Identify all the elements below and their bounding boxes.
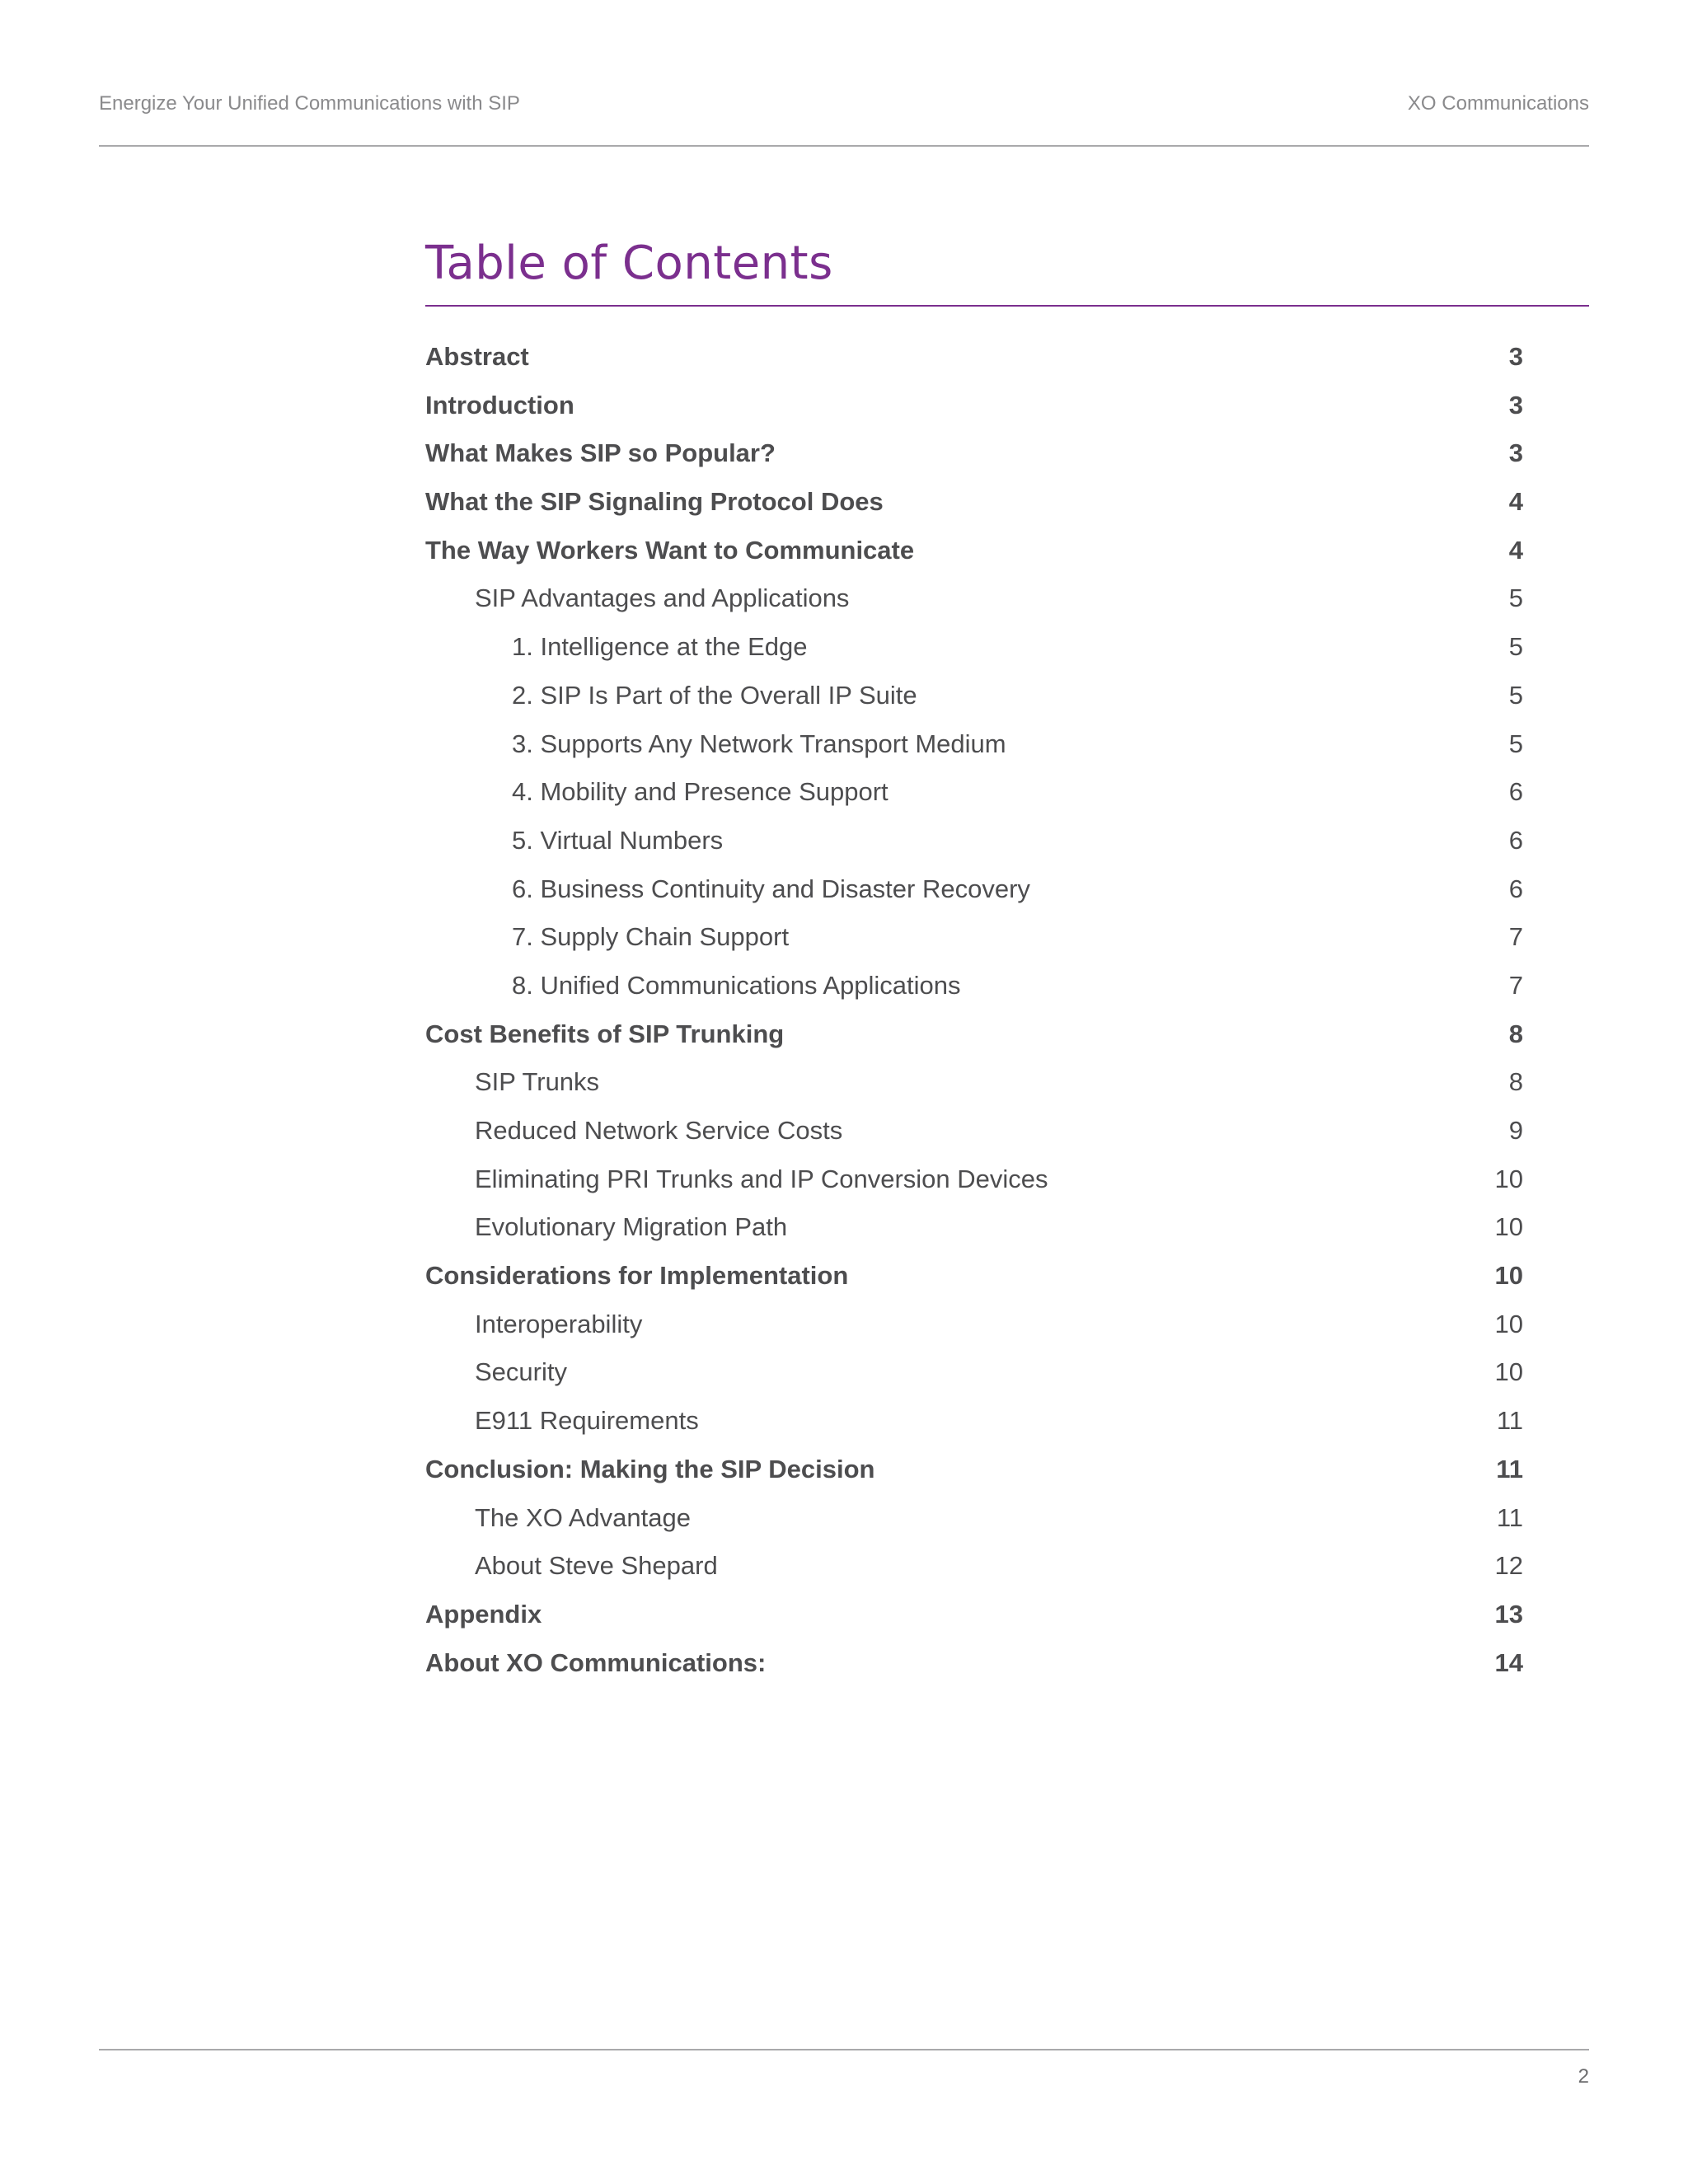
toc-entry-page-number: 4 (1508, 535, 1523, 565)
toc-entry-label: Considerations for Implementation (425, 1261, 849, 1291)
toc-entry-label: Interoperability (475, 1309, 643, 1338)
toc-entry-page-number: 11 (1496, 1454, 1523, 1483)
toc-entry-label: The Way Workers Want to Communicate (425, 535, 915, 565)
toc-entry-page-number: 10 (1494, 1261, 1523, 1291)
toc-entry-page-number: 7 (1508, 970, 1523, 1000)
toc-entry-page-number: 9 (1508, 1116, 1523, 1145)
toc-entry-page-number: 12 (1494, 1551, 1523, 1581)
toc-entry[interactable] (425, 768, 1523, 817)
toc-entry[interactable] (425, 1058, 1523, 1107)
toc-entry[interactable] (425, 574, 1523, 623)
toc-entry-label: 1. Intelligence at the Edge (512, 632, 808, 662)
toc-entry-label: 2. SIP Is Part of the Overall IP Suite (512, 680, 917, 710)
toc-entry-page-number: 10 (1494, 1309, 1523, 1338)
toc-entry[interactable] (425, 1010, 1523, 1059)
toc-entry-page-number: 5 (1508, 632, 1523, 662)
toc-entry[interactable] (425, 1446, 1523, 1494)
toc-entry[interactable] (425, 1348, 1523, 1397)
page-header (99, 92, 1589, 125)
toc-entry-page-number: 5 (1508, 729, 1523, 758)
toc-entry[interactable] (425, 478, 1523, 527)
toc-entry-page-number: 6 (1508, 825, 1523, 855)
toc-entry[interactable] (425, 1542, 1523, 1591)
table-of-contents (425, 234, 1589, 1687)
toc-entry-page-number: 6 (1508, 777, 1523, 807)
toc-entry-page-number: 14 (1494, 1647, 1523, 1677)
toc-entry-label: About XO Communications: (425, 1647, 767, 1677)
page-number: 2 (1578, 2065, 1589, 2088)
company-name: XO Communications (1407, 92, 1589, 115)
toc-entry-page-number: 5 (1508, 680, 1523, 710)
toc-entry-page-number: 11 (1496, 1406, 1523, 1436)
toc-entry-page-number: 13 (1494, 1599, 1523, 1629)
toc-entry-label: 6. Business Continuity and Disaster Recovery (512, 874, 1030, 903)
toc-entry-label: About Steve Shepard (475, 1551, 718, 1581)
toc-entry-page-number: 3 (1508, 438, 1523, 468)
toc-entry-page-number: 8 (1508, 1067, 1523, 1097)
toc-entry-label: 3. Supports Any Network Transport Medium (512, 729, 1006, 758)
toc-entry[interactable] (425, 817, 1523, 865)
toc-entry[interactable] (425, 623, 1523, 672)
toc-entry[interactable] (425, 1155, 1523, 1204)
document-title: Energize Your Unified Communications with SIP (99, 92, 520, 115)
toc-entry[interactable] (425, 1301, 1523, 1349)
toc-entry[interactable] (425, 1494, 1523, 1543)
toc-entry-label: Abstract (425, 342, 529, 371)
toc-entry[interactable] (425, 527, 1523, 575)
toc-entry-label: SIP Advantages and Applications (475, 583, 850, 613)
toc-entry-page-number: 10 (1494, 1357, 1523, 1387)
toc-entry-label: Evolutionary Migration Path (475, 1212, 788, 1242)
toc-entry-label: Security (475, 1357, 567, 1387)
toc-entry-page-number: 3 (1508, 390, 1523, 419)
toc-entry-label: The XO Advantage (475, 1502, 691, 1532)
toc-heading: Table of Contents (425, 237, 833, 290)
toc-entry-list (425, 333, 1523, 1687)
toc-entry-page-number: 11 (1496, 1502, 1523, 1532)
toc-entry-label: Cost Benefits of SIP Trunking (425, 1019, 785, 1048)
header-divider (99, 145, 1589, 147)
footer-divider (99, 2049, 1589, 2050)
toc-entry[interactable] (425, 1639, 1523, 1688)
toc-entry-label: 8. Unified Communications Applications (512, 970, 961, 1000)
toc-entry[interactable] (425, 672, 1523, 720)
toc-entry[interactable] (425, 865, 1523, 914)
toc-entry-label: 5. Virtual Numbers (512, 825, 724, 855)
toc-entry-page-number: 6 (1508, 874, 1523, 903)
toc-entry[interactable] (425, 333, 1523, 382)
toc-entry-label: Reduced Network Service Costs (475, 1116, 843, 1145)
toc-entry[interactable] (425, 1397, 1523, 1446)
toc-entry-page-number: 4 (1508, 487, 1523, 517)
toc-entry[interactable] (425, 1252, 1523, 1301)
toc-entry-label: What Makes SIP so Popular? (425, 438, 776, 468)
toc-entry-label: What the SIP Signaling Protocol Does (425, 487, 884, 517)
toc-entry-label: SIP Trunks (475, 1067, 600, 1097)
toc-entry[interactable] (425, 1203, 1523, 1252)
toc-entry[interactable] (425, 720, 1523, 769)
toc-entry-page-number: 7 (1508, 922, 1523, 952)
toc-entry-page-number: 8 (1508, 1019, 1523, 1048)
toc-entry-label: Eliminating PRI Trunks and IP Conversion Devices (475, 1164, 1048, 1193)
toc-entry-label: E911 Requirements (475, 1406, 699, 1436)
toc-entry[interactable] (425, 913, 1523, 962)
toc-entry[interactable] (425, 1591, 1523, 1639)
toc-entry[interactable] (425, 962, 1523, 1010)
toc-entry-page-number: 3 (1508, 342, 1523, 371)
toc-entry-label: 7. Supply Chain Support (512, 922, 790, 952)
toc-entry-page-number: 10 (1494, 1164, 1523, 1193)
toc-entry-page-number: 10 (1494, 1212, 1523, 1242)
toc-entry-label: Conclusion: Making the SIP Decision (425, 1454, 875, 1483)
toc-entry[interactable] (425, 1107, 1523, 1155)
toc-entry-label: 4. Mobility and Presence Support (512, 777, 889, 807)
toc-entry-label: Appendix (425, 1599, 542, 1629)
toc-entry[interactable] (425, 429, 1523, 478)
toc-entry-page-number: 5 (1508, 583, 1523, 613)
toc-heading-divider (425, 305, 1589, 307)
toc-entry-label: Introduction (425, 390, 574, 419)
toc-entry[interactable] (425, 382, 1523, 430)
